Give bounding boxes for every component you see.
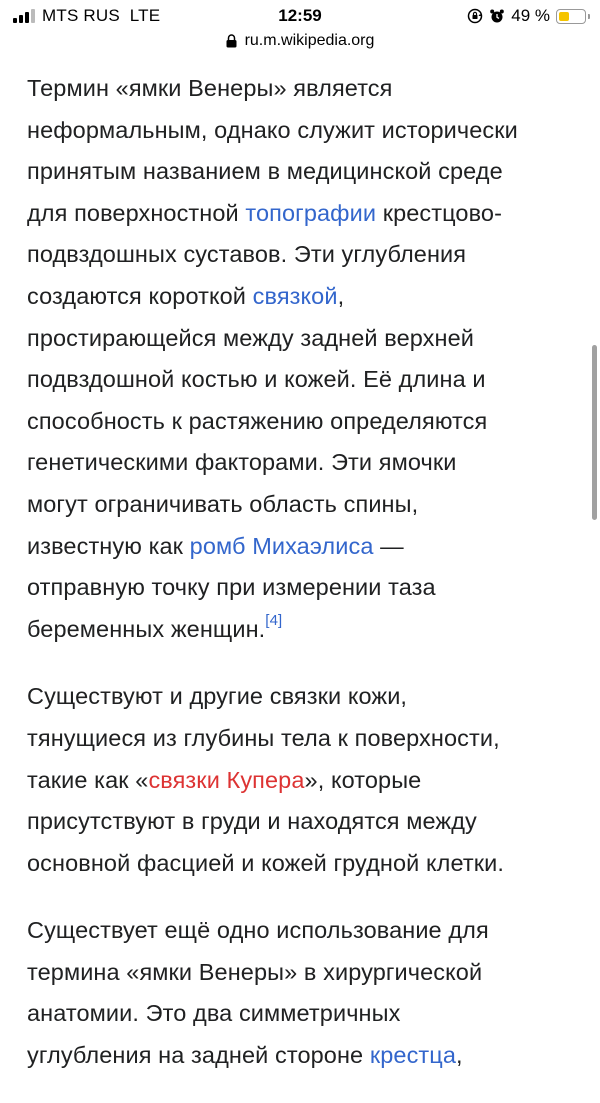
battery-icon (556, 9, 586, 24)
text-line (27, 718, 587, 760)
wiki-link[interactable]: ромб Михаэлиса (189, 532, 374, 559)
wiki-link[interactable]: крестца (369, 1042, 457, 1069)
body-text: термина «ямки Венеры» в хирургической (27, 958, 483, 985)
body-text: генетическими факторами. Эти ямочки (27, 449, 457, 476)
body-text: отправную точку при измерении таза (27, 574, 436, 601)
text-line (27, 276, 587, 318)
battery-fill (559, 12, 569, 21)
body-text: простирающейся между задней верхней (27, 324, 474, 351)
body-text: могут ограничивать область спины, (27, 490, 419, 517)
body-text: принятым названием в медицинской среде (27, 158, 503, 185)
article-body (27, 68, 587, 1103)
wiki-link[interactable]: связкой (252, 282, 338, 309)
body-text: подвздошной костью и кожей. Её длина и (27, 366, 486, 393)
body-text: — (373, 532, 404, 559)
wiki-link[interactable]: топографии (245, 199, 377, 226)
text-line (27, 193, 587, 235)
text-line (27, 110, 587, 152)
text-line (27, 567, 587, 609)
body-text: тянущиеся из глубины тела к поверхности, (27, 724, 500, 751)
body-text: , (337, 282, 345, 309)
article-paragraph (27, 910, 587, 1076)
network-type: LTE (129, 6, 161, 25)
body-text: Существует ещё одно использование для (27, 917, 489, 944)
body-text: углубления на задней стороне (27, 1042, 370, 1069)
text-line (27, 234, 587, 276)
body-text: способность к растяжению определяются (27, 407, 488, 434)
body-text: », которые (304, 766, 422, 793)
text-line (27, 318, 587, 360)
text-line (27, 952, 587, 994)
address-bar[interactable] (0, 32, 600, 62)
body-text: подвздошных суставов. Эти углубления (27, 241, 467, 268)
lock-icon (226, 34, 237, 48)
body-text: известную как (27, 532, 190, 559)
body-text: Существуют и другие связки кожи, (27, 683, 408, 710)
battery-cap (588, 14, 590, 19)
text-line (27, 993, 587, 1035)
status-time: 12:59 (278, 6, 322, 25)
missing-article-link[interactable]: связки Купера (148, 766, 305, 793)
carrier-name: MTS RUS (42, 6, 120, 25)
url-text[interactable]: ru.m.wikipedia.org (244, 32, 375, 49)
body-text: , (456, 1042, 463, 1069)
reference-link[interactable]: [4] (265, 611, 283, 629)
body-text: такие как « (27, 766, 149, 793)
text-line (27, 676, 587, 718)
status-right (467, 4, 586, 28)
text-line (27, 801, 587, 843)
article-paragraph (27, 676, 587, 884)
orientation-lock-icon (467, 8, 483, 24)
body-text: анатомии. Это два симметричных (27, 1000, 401, 1027)
body-text: для поверхностной (27, 199, 246, 226)
body-text: создаются короткой (27, 282, 253, 309)
text-line (27, 401, 587, 443)
status-bar (0, 0, 600, 32)
scroll-indicator[interactable] (592, 345, 597, 520)
body-text: неформальным, однако служит исторически (27, 116, 518, 143)
body-text: Термин «ямки Венеры» является (27, 75, 393, 101)
text-line (27, 910, 587, 952)
text-line (27, 843, 587, 885)
text-line (27, 609, 587, 651)
text-line (27, 359, 587, 401)
text-line (27, 68, 587, 110)
text-line (27, 760, 587, 802)
body-text: беременных женщин. (27, 615, 266, 642)
text-line (27, 484, 587, 526)
battery-percentage: 49 % (511, 6, 550, 25)
body-text: крестцово- (376, 199, 503, 226)
body-text: основной фасцией и кожей грудной клетки. (27, 849, 504, 876)
text-line (27, 151, 587, 193)
alarm-icon (489, 8, 505, 24)
article-paragraph (27, 68, 587, 650)
text-line (27, 526, 587, 568)
text-line (27, 442, 587, 484)
text-line (27, 1035, 587, 1077)
body-text: присутствуют в груди и находятся между (27, 808, 477, 835)
